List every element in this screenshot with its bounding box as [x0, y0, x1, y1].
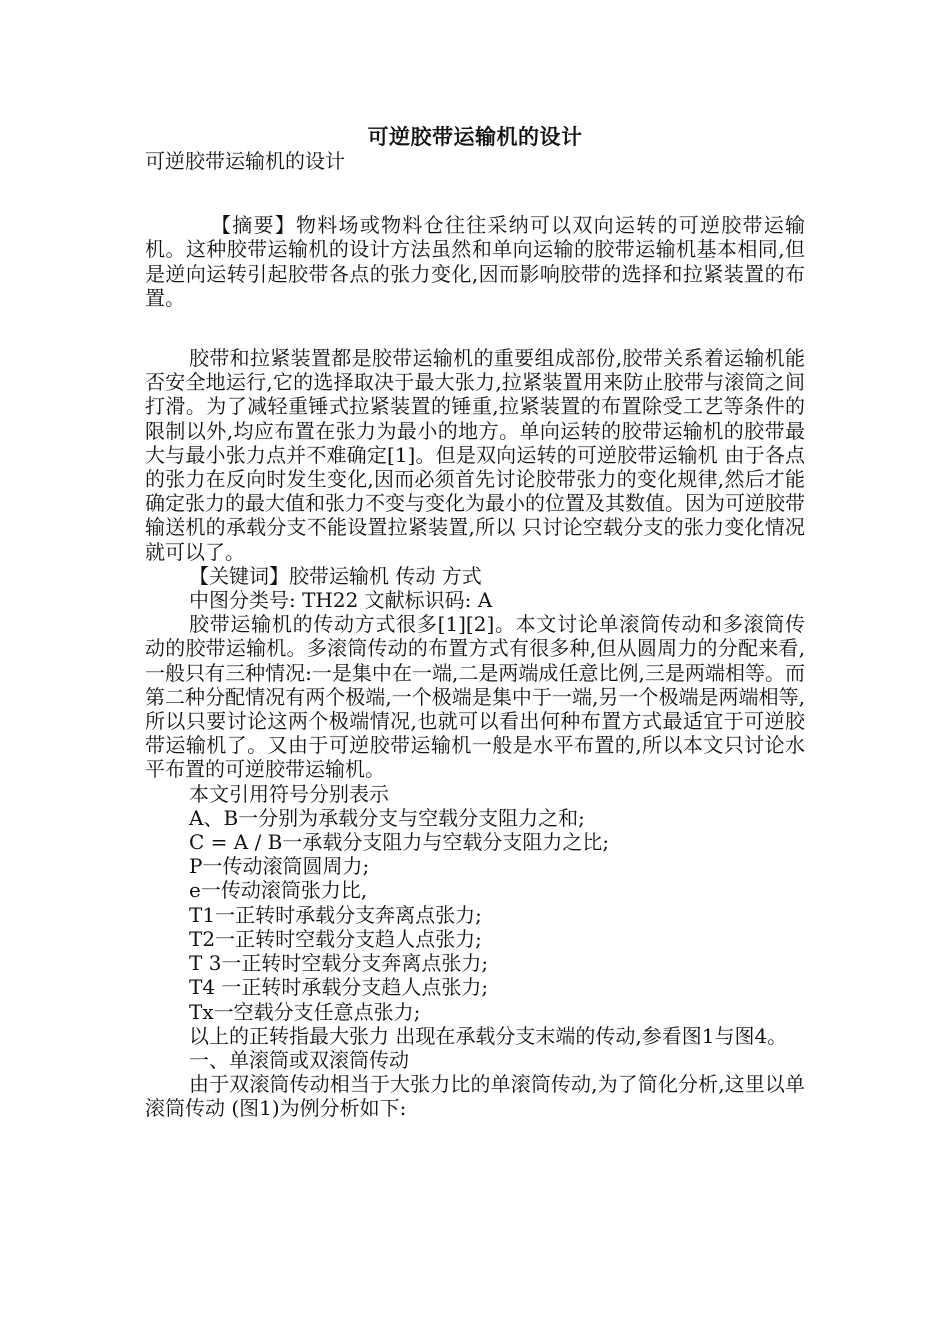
transmission-paragraph: 胶带运输机的传动方式很多[1][2]。本文讨论单滚筒传动和多滚筒传动的胶带运输机。多滚筒传动的布置方式有很多种,但从圆周力的分配来看,一般只有三种情况:一是集中在一端,二是两端成任意比例,三是两端相等。而第二种分配情况有两个极端,一个极端是集中于一端,另一个极端是两端相等,所以只要讨论这两个极端情况,也就可以看出何种布置方式最适宜于可逆胶带运输机了。又由于可逆胶带运输机一般是水平布置的,所以本文只讨论水平布置的可逆胶带运输机。 — [145, 612, 805, 782]
symbol-item: Tx一空载分支任意点张力; — [189, 999, 421, 1024]
symbol-item: P一传动滚筒圆周力; — [189, 854, 370, 879]
document-subtitle: 可逆胶带运输机的设计 — [145, 149, 345, 173]
spacer — [145, 173, 805, 213]
keywords-line: 【关键词】胶带运输机 传动 方式 — [189, 563, 482, 588]
symbol-item: C = A / B一承载分支阻力与空载分支阻力之比; — [189, 830, 610, 855]
intro-paragraph: 胶带和拉紧装置都是胶带运输机的重要组成部份,胶带关系着运输机能否安全地运行,它的选择取决于最大张力,拉紧装置用来防止胶带与滚筒之间打滑。为了减轻重锤式拉紧装置的锤重,拉紧装置的布置除受工艺等条件的限制以外,均应布置在张力为最小的地方。单向运转的胶带运输机的胶带最大与最小张力点并不难确定[1]。但是双向运转的可逆胶带运输机 由于各点的张力在反向时发生变化,因而必须首先讨论胶带张力的变化规律,然后才能确定张力的最大值和张力不变与变化为最小的位置及其数值。因为可逆胶带输送机的承载分支不能设置拉紧装置,所以 只讨论空载分支的张力变化情况就可以了。 — [145, 346, 805, 564]
symbol-item: T2一正转时空载分支趋人点张力; — [189, 926, 482, 951]
symbol-item: T4 一正转时承载分支趋人点张力; — [189, 975, 489, 1000]
classification-line: 中图分类号: TH22 文献标识码: A — [189, 588, 493, 613]
document-title: 可逆胶带运输机的设计 — [367, 124, 583, 149]
document-body — [145, 149, 805, 1121]
symbol-item: T 3一正转时空载分支奔离点张力; — [189, 951, 489, 976]
spacer — [145, 310, 805, 346]
symbol-item: A、B一分别为承载分支与空载分支阻力之和; — [189, 805, 585, 830]
symbol-item: e一传动滚筒张力比, — [189, 878, 368, 903]
symbols-intro: 本文引用符号分别表示 — [189, 781, 389, 806]
section-paragraph: 由于双滚筒传动相当于大张力比的单滚筒传动,为了简化分析,这里以单滚筒传动 (图1)为例分析如下: — [145, 1072, 805, 1121]
forward-note: 以上的正转指最大张力 出现在承载分支末端的传动,参看图1与图4。 — [189, 1023, 788, 1048]
section-heading: 一、单滚筒或双滚筒传动 — [189, 1047, 409, 1072]
abstract-paragraph: 【摘要】物料场或物料仓往往采纳可以双向运转的可逆胶带运输机。这种胶带运输机的设计方法虽然和单向运输的胶带运输机基本相同,但是逆向运转引起胶带各点的张力变化,因而影响胶带的选择和拉紧装置的布置。 — [145, 213, 805, 310]
symbol-item: T1一正转时承载分支奔离点张力; — [189, 902, 482, 927]
